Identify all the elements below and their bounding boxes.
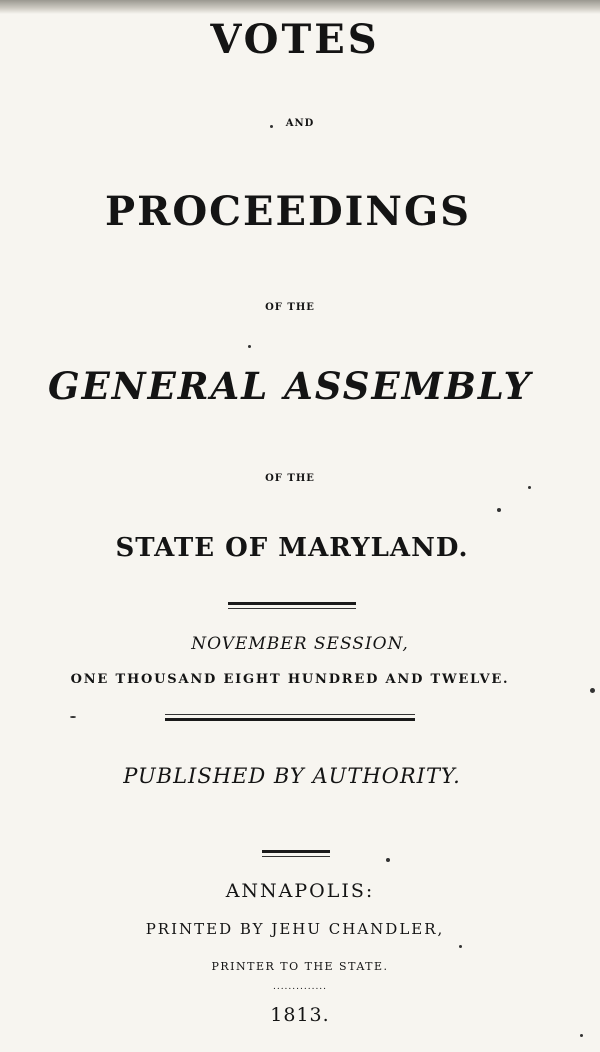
published-line: PUBLISHED BY AUTHORITY.: [123, 764, 461, 788]
ink-speck: [248, 345, 251, 348]
ink-speck: [386, 858, 390, 862]
short-rule: [262, 850, 330, 857]
dotted-separator: ..............: [272, 982, 328, 992]
ink-speck: [528, 486, 531, 489]
double-rule-2: [165, 714, 415, 721]
ink-speck: [590, 688, 595, 693]
ink-speck: [497, 508, 501, 512]
ink-speck: [70, 716, 76, 718]
double-rule-1: [228, 602, 356, 609]
title-votes: VOTES: [210, 16, 380, 63]
session-line: NOVEMBER SESSION,: [191, 634, 409, 654]
ink-speck: [270, 125, 273, 128]
printer-line: PRINTED BY JEHU CHANDLER,: [145, 920, 445, 938]
title-proceedings: PROCEEDINGS: [105, 188, 471, 235]
year-words-line: ONE THOUSAND EIGHT HUNDRED AND TWELVE.: [70, 672, 510, 687]
and-label: AND: [285, 118, 315, 129]
ink-speck: [580, 1034, 583, 1037]
title-state: STATE OF MARYLAND.: [115, 533, 469, 563]
place-line: ANNAPOLIS:: [225, 880, 375, 902]
printer-role-line: PRINTER TO THE STATE.: [211, 960, 389, 973]
title-general-assembly: GENERAL ASSEMBLY: [47, 364, 532, 408]
year-line: 1813.: [270, 1004, 330, 1026]
of-the-label-2: OF THE: [265, 473, 315, 484]
top-edge-noise: [0, 0, 600, 14]
of-the-label-1: OF THE: [265, 302, 315, 313]
ink-speck: [459, 945, 462, 948]
